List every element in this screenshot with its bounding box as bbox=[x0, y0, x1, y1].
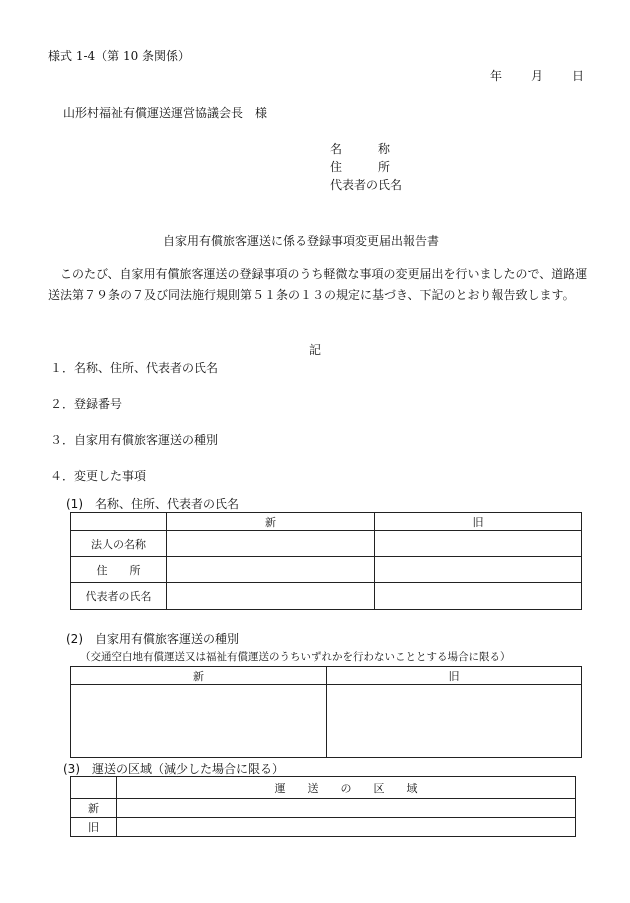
item-3: ３．自家用有償旅客運送の種別 bbox=[50, 433, 219, 447]
section3-cell-old[interactable] bbox=[117, 818, 576, 837]
sender-address-label: 住 所 bbox=[330, 160, 391, 174]
section1-cell[interactable] bbox=[375, 531, 582, 557]
section3-row-old: 旧 bbox=[71, 818, 117, 837]
section1-table bbox=[70, 512, 582, 610]
addressee: 山形村福祉有償運送運営協議会長 様 bbox=[63, 106, 268, 120]
date-year: 年 bbox=[490, 69, 503, 83]
section3-corner bbox=[71, 777, 117, 799]
section2-table bbox=[70, 666, 582, 758]
section2-col-old: 旧 bbox=[327, 667, 582, 685]
section3-table bbox=[70, 776, 576, 837]
section2-heading: (2) 自家用有償旅客運送の種別 bbox=[66, 632, 239, 646]
form-number: 様式 1-4（第 10 条関係） bbox=[48, 49, 191, 63]
section1-col-old: 旧 bbox=[375, 513, 582, 531]
sender-name-label: 名 称 bbox=[330, 142, 391, 156]
section2-note: （交通空白地有償運送又は福祉有償運送のうちいずれかを行わないこととする場合に限る） bbox=[80, 651, 511, 663]
section2-cell-old[interactable] bbox=[327, 685, 582, 758]
section1-corner bbox=[71, 513, 167, 531]
section3-row-new: 新 bbox=[71, 799, 117, 818]
section1-row-label-address: 住 所 bbox=[71, 557, 167, 583]
section3-cell-new[interactable] bbox=[117, 799, 576, 818]
section1-row-label-representative: 代表者の氏名 bbox=[71, 583, 167, 610]
section2-cell-new[interactable] bbox=[71, 685, 327, 758]
section1-heading: (1) 名称、住所、代表者の氏名 bbox=[66, 497, 239, 511]
section1-col-new: 新 bbox=[167, 513, 375, 531]
document-title: 自家用有償旅客運送に係る登録事項変更届出報告書 bbox=[163, 234, 440, 248]
item-1: １．名称、住所、代表者の氏名 bbox=[50, 361, 219, 375]
date-month: 月 bbox=[531, 69, 544, 83]
item-4: ４．変更した事項 bbox=[50, 469, 147, 483]
body-paragraph: このたび、自家用有償旅客運送の登録事項のうち軽微な事項の変更届出を行いましたので、道路運送法第７９条の７及び同法施行規則第５１条の１３の規定に基づき、下記のとおり報告致します。 bbox=[48, 267, 588, 302]
sender-representative-label: 代表者の氏名 bbox=[330, 178, 403, 192]
item-2: ２．登録番号 bbox=[50, 397, 123, 411]
section1-cell[interactable] bbox=[375, 583, 582, 610]
section1-cell[interactable] bbox=[167, 531, 375, 557]
section3-heading: (3) 運送の区域（減少した場合に限る） bbox=[63, 762, 284, 776]
ki-heading: 記 bbox=[309, 343, 322, 357]
section1-cell[interactable] bbox=[167, 583, 375, 610]
section1-row-label-corp-name: 法人の名称 bbox=[71, 531, 167, 557]
section2-col-new: 新 bbox=[71, 667, 327, 685]
section1-cell[interactable] bbox=[167, 557, 375, 583]
date-day: 日 bbox=[572, 69, 585, 83]
section3-col-header: 運 送 の 区 域 bbox=[117, 777, 576, 799]
section1-cell[interactable] bbox=[375, 557, 582, 583]
